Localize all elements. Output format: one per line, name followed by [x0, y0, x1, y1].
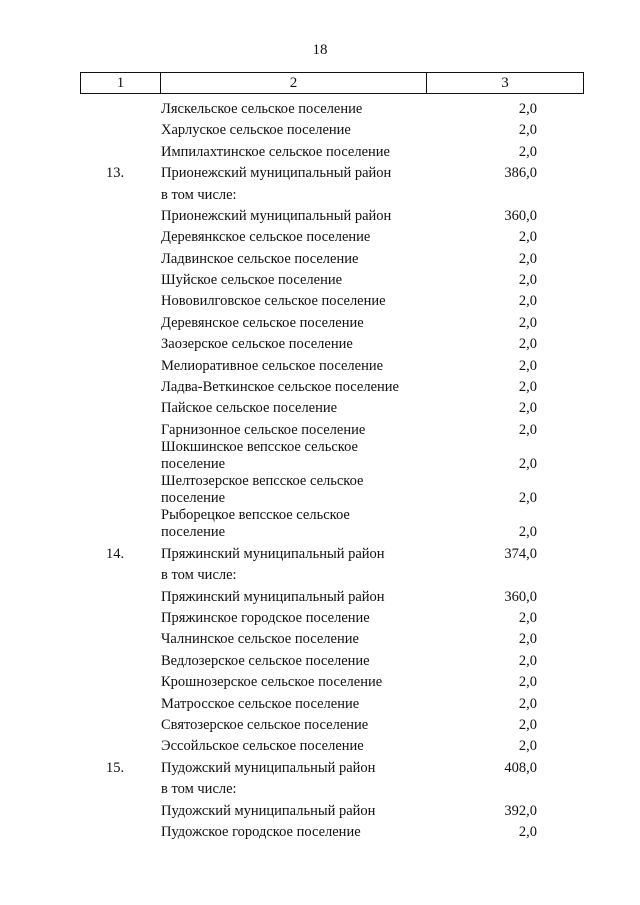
row-value: 2,0	[518, 272, 537, 288]
row-name	[161, 101, 411, 118]
row-name-line: Чалнинское сельское поселение	[161, 631, 359, 647]
row-name	[161, 315, 411, 332]
row-name-continuation: поселение	[161, 524, 226, 540]
column-header-3: 3	[501, 74, 509, 91]
row-value: 2,0	[518, 738, 537, 754]
row-name-line: Импилахтинское сельское поселение	[161, 144, 390, 160]
row-name-line: в том числе:	[161, 187, 237, 203]
row-name	[161, 803, 411, 820]
row-name-line: Матросское сельское поселение	[161, 696, 360, 712]
row-value: 2,0	[518, 610, 537, 626]
row-name	[161, 567, 411, 584]
table-header	[80, 72, 584, 94]
row-name	[161, 272, 411, 289]
row-name	[161, 589, 411, 606]
row-name	[161, 422, 411, 439]
row-value: 2,0	[518, 229, 537, 245]
row-name	[161, 336, 411, 353]
row-value: 2,0	[518, 400, 537, 416]
column-header-2: 2	[161, 73, 427, 93]
row-name	[161, 400, 411, 417]
row-name	[161, 674, 411, 691]
row-value: 2,0	[518, 490, 537, 506]
row-number: 13.	[106, 165, 125, 181]
row-value: 2,0	[518, 631, 537, 647]
row-name	[161, 144, 411, 161]
row-name-line: Заозерское сельское поселение	[161, 336, 353, 352]
row-name	[161, 507, 411, 541]
row-value: 360,0	[504, 589, 537, 605]
row-value: 2,0	[518, 422, 537, 438]
row-name	[161, 653, 411, 670]
row-name	[161, 165, 411, 182]
row-name	[161, 208, 411, 225]
row-name-line: в том числе:	[161, 567, 237, 583]
row-number: 15.	[106, 760, 125, 776]
row-name-line: в том числе:	[161, 781, 237, 797]
row-value: 2,0	[518, 293, 537, 309]
row-value: 2,0	[518, 653, 537, 669]
row-name-line: Пряжинский муниципальный район	[161, 589, 385, 605]
margin-mark	[92, 796, 93, 797]
row-name-continuation: поселение	[161, 456, 226, 472]
row-name	[161, 358, 411, 375]
row-name-line: Крошнозерское сельское поселение	[161, 674, 383, 690]
row-name-line: Пудожский муниципальный район	[161, 760, 376, 776]
row-name-line: Пайское сельское поселение	[161, 400, 338, 416]
row-name-line: Ладва-Веткинское сельское поселение	[161, 379, 399, 395]
row-value: 360,0	[504, 208, 537, 224]
row-value: 2,0	[518, 101, 537, 117]
row-value: 386,0	[504, 165, 537, 181]
row-value: 2,0	[518, 251, 537, 267]
row-value: 2,0	[518, 315, 537, 331]
row-name	[161, 439, 411, 473]
row-name	[161, 696, 411, 713]
row-value: 2,0	[518, 674, 537, 690]
row-value: 2,0	[518, 824, 537, 840]
row-name-line: Пряжинское городское поселение	[161, 610, 370, 626]
row-name-line: Шокшинское вепсское сельское	[161, 439, 358, 455]
row-name-line: Ладвинское сельское поселение	[161, 251, 359, 267]
row-value: 408,0	[504, 760, 537, 776]
row-name-line: Нововилговское сельское поселение	[161, 293, 386, 309]
row-value: 2,0	[518, 379, 537, 395]
row-name-line: Ляскельское сельское поселение	[161, 101, 363, 117]
row-value: 2,0	[518, 696, 537, 712]
row-name	[161, 187, 411, 204]
row-value: 2,0	[518, 144, 537, 160]
row-name	[161, 610, 411, 627]
row-value: 2,0	[518, 336, 537, 352]
row-value: 374,0	[504, 546, 537, 562]
row-name	[161, 760, 411, 777]
row-name-line: Прионежский муниципальный район	[161, 208, 392, 224]
row-name-line: Пряжинский муниципальный район	[161, 546, 385, 562]
row-name	[161, 717, 411, 734]
row-name	[161, 473, 411, 507]
row-name	[161, 251, 411, 268]
row-name-continuation: поселение	[161, 490, 226, 506]
row-name	[161, 122, 411, 139]
row-name-line: Пудожский муниципальный район	[161, 803, 376, 819]
page-number: 18	[312, 42, 328, 58]
row-number: 14.	[106, 546, 125, 562]
row-name	[161, 546, 411, 563]
row-value: 392,0	[504, 803, 537, 819]
row-name	[161, 738, 411, 755]
row-name-line: Шуйское сельское поселение	[161, 272, 343, 288]
row-name	[161, 379, 411, 396]
row-name-line: Рыборецкое вепсское сельское	[161, 507, 350, 523]
row-name-line: Гарнизонное сельское поселение	[161, 422, 366, 438]
row-name-line: Святозерское сельское поселение	[161, 717, 369, 733]
row-name-line: Мелиоративное сельское поселение	[161, 358, 384, 374]
row-name-line: Эссойльское сельское поселение	[161, 738, 364, 754]
row-value: 2,0	[518, 524, 537, 540]
row-value: 2,0	[518, 122, 537, 138]
row-name-line: Пудожское городское поселение	[161, 824, 361, 840]
row-value: 2,0	[518, 717, 537, 733]
row-name-line: Деревянское сельское поселение	[161, 315, 364, 331]
column-header-1: 1	[81, 73, 161, 93]
row-value: 2,0	[518, 456, 537, 472]
row-name	[161, 781, 411, 798]
row-name-line: Ведлозерское сельское поселение	[161, 653, 370, 669]
row-name-line: Деревянкское сельское поселение	[161, 229, 371, 245]
row-value: 2,0	[518, 358, 537, 374]
row-name	[161, 229, 411, 246]
row-name-line: Прионежский муниципальный район	[161, 165, 392, 181]
row-name	[161, 631, 411, 648]
row-name	[161, 824, 411, 841]
row-name-line: Шелтозерское вепсское сельское	[161, 473, 364, 489]
row-name-line: Харлуское сельское поселение	[161, 122, 351, 138]
row-name	[161, 293, 411, 310]
